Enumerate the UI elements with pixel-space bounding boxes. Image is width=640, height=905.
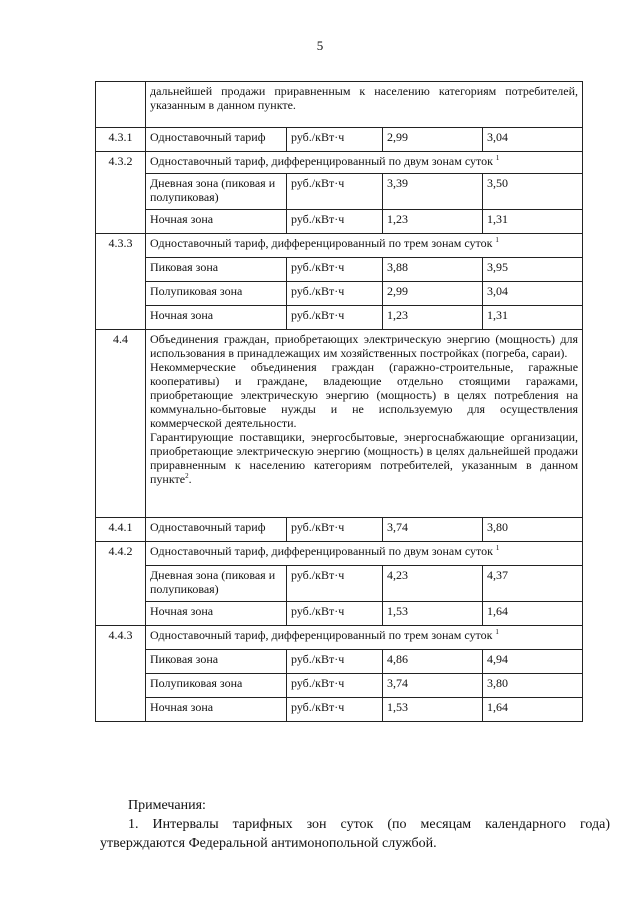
group-heading xyxy=(146,234,583,258)
unit-cell: руб./кВт·ч xyxy=(287,128,383,152)
row-number: 4.4.2 xyxy=(96,542,146,626)
value-second-half: 3,95 xyxy=(483,258,583,282)
unit-cell: руб./кВт·ч xyxy=(287,566,383,602)
zone-label: Дневная зона (пиковая и полупиковая) xyxy=(146,174,287,210)
table-row xyxy=(96,306,583,330)
unit-cell: руб./кВт·ч xyxy=(287,518,383,542)
note-item: 1. Интервалы тарифных зон суток (по месяцам календарного года) утверждаются Федеральной антимонопольной службой. xyxy=(100,817,610,851)
footnote-ref: 1 xyxy=(495,544,500,552)
table-row xyxy=(96,258,583,282)
tariff-label: Одноставочный тариф xyxy=(146,518,287,542)
table-row xyxy=(96,210,583,234)
value-first-half: 4,23 xyxy=(383,566,483,602)
value-first-half: 3,74 xyxy=(383,674,483,698)
value-second-half: 3,80 xyxy=(483,674,583,698)
footnote-ref: 1 xyxy=(495,154,500,162)
group-heading-text: Одноставочный тариф, дифференцированный по трем зонам суток xyxy=(150,628,493,642)
row-number: 4.4.1 xyxy=(96,518,146,542)
zone-label: Дневная зона (пиковая и полупиковая) xyxy=(146,566,287,602)
value-second-half: 3,04 xyxy=(483,128,583,152)
unit-cell: руб./кВт·ч xyxy=(287,258,383,282)
value-second-half: 1,31 xyxy=(483,210,583,234)
table-row xyxy=(96,626,583,650)
unit-cell: руб./кВт·ч xyxy=(287,674,383,698)
row-number: 4.3.2 xyxy=(96,152,146,234)
row-number: 4.4 xyxy=(96,330,146,518)
value-first-half: 4,86 xyxy=(383,650,483,674)
value-second-half: 1,64 xyxy=(483,602,583,626)
value-first-half: 1,53 xyxy=(383,602,483,626)
value-first-half: 1,53 xyxy=(383,698,483,722)
table-row xyxy=(96,518,583,542)
row-description xyxy=(146,330,583,518)
table-row xyxy=(96,674,583,698)
sentence-end: . xyxy=(188,472,192,486)
value-first-half: 3,74 xyxy=(383,518,483,542)
notes xyxy=(100,796,610,853)
table-row xyxy=(96,542,583,566)
table-row xyxy=(96,152,583,174)
table-row xyxy=(96,602,583,626)
row-number: 4.4.3 xyxy=(96,626,146,722)
page-number: 5 xyxy=(316,38,324,53)
table-row xyxy=(96,234,583,258)
tariff-label: Одноставочный тариф xyxy=(146,128,287,152)
table-row xyxy=(96,330,583,518)
description-text: дальнейшей продажи приравненным к населению категориям потребителей, указанным в данном пункте. xyxy=(150,84,579,112)
zone-label: Ночная зона xyxy=(146,602,287,626)
zone-label: Пиковая зона xyxy=(146,650,287,674)
zone-label: Полупиковая зона xyxy=(146,282,287,306)
zone-label: Ночная зона xyxy=(146,210,287,234)
row-description xyxy=(146,82,583,128)
footnote-ref: 2 xyxy=(185,472,189,480)
zone-label: Ночная зона xyxy=(146,306,287,330)
unit-cell: руб./кВт·ч xyxy=(287,602,383,626)
value-second-half: 3,80 xyxy=(483,518,583,542)
value-second-half: 3,04 xyxy=(483,282,583,306)
value-first-half: 1,23 xyxy=(383,210,483,234)
value-second-half: 4,37 xyxy=(483,566,583,602)
footnote-ref: 1 xyxy=(495,628,499,636)
group-heading xyxy=(146,542,583,566)
value-first-half: 2,99 xyxy=(383,128,483,152)
value-first-half: 3,88 xyxy=(383,258,483,282)
footnote-ref: 1 xyxy=(495,236,499,244)
description-paragraph: Объединения граждан, приобретающих электрическую энергию (мощность) для использования в принадлежащих им хозяйственных постройках (погреба, сараи). xyxy=(150,332,579,360)
table-row xyxy=(96,128,583,152)
description-paragraph: Гарантирующие поставщики, энергосбытовые, энергоснабжающие организации, приобретающие электрическую энергию (мощность) в целях дальнейшей продажи приравненным к населению категориям потребителей, указанным в данном пункте$^2$. xyxy=(150,430,579,486)
value-second-half: 4,94 xyxy=(483,650,583,674)
value-first-half: 1,23 xyxy=(383,306,483,330)
zone-label: Ночная зона xyxy=(146,698,287,722)
unit-cell: руб./кВт·ч xyxy=(287,306,383,330)
table-row xyxy=(96,174,583,210)
description-paragraph: Некоммерческие объединения граждан (гаражно-строительные, гаражные кооперативы) и граждане, владеющие отдельно стоящими гаражами, приобретающие электрическую энергию (мощность) в целях потребления на коммунально-бытовые нужды и не используемую для осуществления коммерческой деятельности. xyxy=(150,360,579,430)
unit-cell: руб./кВт·ч xyxy=(287,282,383,306)
zone-label: Пиковая зона xyxy=(146,258,287,282)
value-second-half: 3,50 xyxy=(483,174,583,210)
unit-cell: руб./кВт·ч xyxy=(287,174,383,210)
table-row xyxy=(96,282,583,306)
group-heading xyxy=(146,152,583,174)
table-row xyxy=(96,698,583,722)
unit-cell: руб./кВт·ч xyxy=(287,650,383,674)
group-heading-text: Одноставочный тариф, дифференцированный по двум зонам суток xyxy=(150,544,493,558)
tariff-table xyxy=(95,81,583,722)
row-number: 4.3.1 xyxy=(96,128,146,152)
unit-cell: руб./кВт·ч xyxy=(287,210,383,234)
table-row xyxy=(96,82,583,128)
group-heading-text: Одноставочный тариф, дифференцированный по двум зонам суток xyxy=(150,154,493,168)
row-number: 4.3.3 xyxy=(96,234,146,330)
value-second-half: 1,64 xyxy=(483,698,583,722)
table-row xyxy=(96,650,583,674)
zone-label: Полупиковая зона xyxy=(146,674,287,698)
notes-title: Примечания: xyxy=(128,798,206,813)
group-heading xyxy=(146,626,583,650)
value-first-half: 2,99 xyxy=(383,282,483,306)
value-second-half: 1,31 xyxy=(483,306,583,330)
row-number xyxy=(96,82,146,128)
value-first-half: 3,39 xyxy=(383,174,483,210)
unit-cell: руб./кВт·ч xyxy=(287,698,383,722)
table-row xyxy=(96,566,583,602)
group-heading-text: Одноставочный тариф, дифференцированный по трем зонам суток xyxy=(150,236,493,250)
